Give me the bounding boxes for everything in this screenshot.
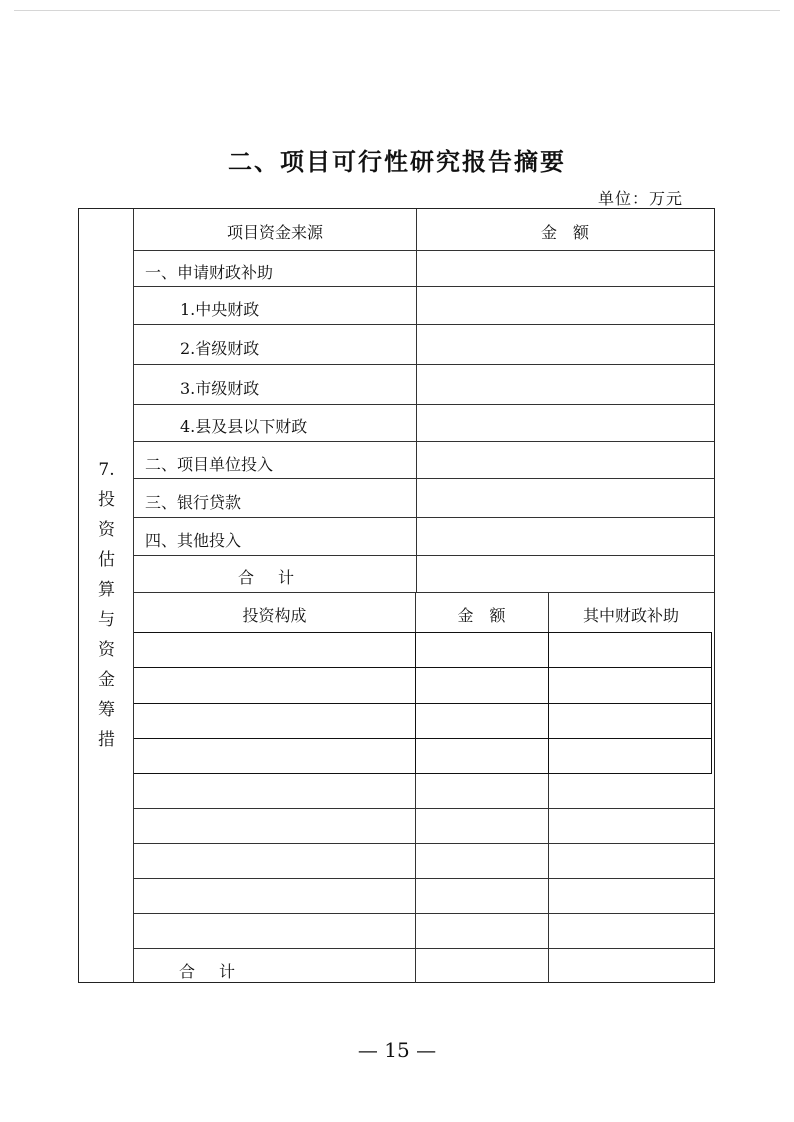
funding-row-label: 一、申请财政补助: [145, 263, 274, 282]
top-rule: [14, 10, 780, 11]
page-title: 二、项目可行性研究报告摘要: [228, 148, 566, 176]
section-char: 资: [98, 520, 115, 540]
funding-row-label: 2.省级财政: [180, 339, 260, 358]
row-divider: [134, 324, 714, 325]
funding-row-label: 1.中央财政: [180, 300, 260, 319]
section-char: 金: [98, 670, 115, 690]
row-divider: [134, 250, 714, 251]
row-divider: [134, 555, 714, 556]
row-divider: [134, 878, 714, 879]
row-divider: [134, 404, 714, 405]
row-divider: [134, 808, 714, 809]
column-divider: [415, 632, 416, 773]
section-char: 估: [98, 550, 115, 570]
funding-header-source: 项目资金来源: [226, 223, 323, 242]
row-divider: [134, 632, 712, 633]
row-divider: [134, 478, 714, 479]
row-divider: [134, 286, 714, 287]
section-char: 投: [98, 490, 115, 510]
row-divider: [134, 517, 714, 518]
column-divider: [416, 209, 417, 592]
column-divider: [548, 632, 549, 773]
funding-row-label: 3.市级财政: [180, 379, 260, 398]
funding-total-label: 合 计: [238, 568, 299, 587]
row-divider: [134, 773, 712, 774]
funding-row-label: 三、银行贷款: [145, 493, 242, 512]
funding-row-label: 二、项目单位投入: [145, 455, 274, 474]
row-divider: [134, 592, 714, 593]
row-divider: [134, 667, 712, 668]
section-char: 与: [98, 610, 115, 630]
row-divider: [134, 948, 714, 949]
funding-row-label: 4.县及县以下财政: [180, 417, 308, 436]
row-divider: [134, 364, 714, 365]
section-char: 资: [98, 640, 115, 660]
investment-header-composition: 投资构成: [242, 606, 307, 625]
section-char: 算: [98, 580, 115, 600]
column-divider: [711, 632, 712, 773]
row-divider: [134, 703, 712, 704]
investment-header-subsidy: 其中财政补助: [582, 606, 679, 625]
investment-header-amount: 金 额: [457, 606, 506, 625]
investment-form-table: [78, 208, 715, 983]
section-char: 措: [98, 730, 115, 750]
section-label: [79, 455, 134, 755]
section-number: 7.: [98, 460, 115, 480]
page-number: — 15 —: [357, 1038, 437, 1062]
funding-header-amount: 金 额: [540, 223, 589, 242]
row-divider: [134, 738, 712, 739]
row-divider: [134, 441, 714, 442]
section-char: 筹: [98, 700, 115, 720]
funding-row-label: 四、其他投入: [145, 531, 242, 550]
row-divider: [134, 843, 714, 844]
row-divider: [134, 913, 714, 914]
investment-total-label: 合 计: [179, 962, 240, 981]
unit-label: 单位：万元: [598, 189, 684, 208]
side-column: [79, 209, 134, 982]
